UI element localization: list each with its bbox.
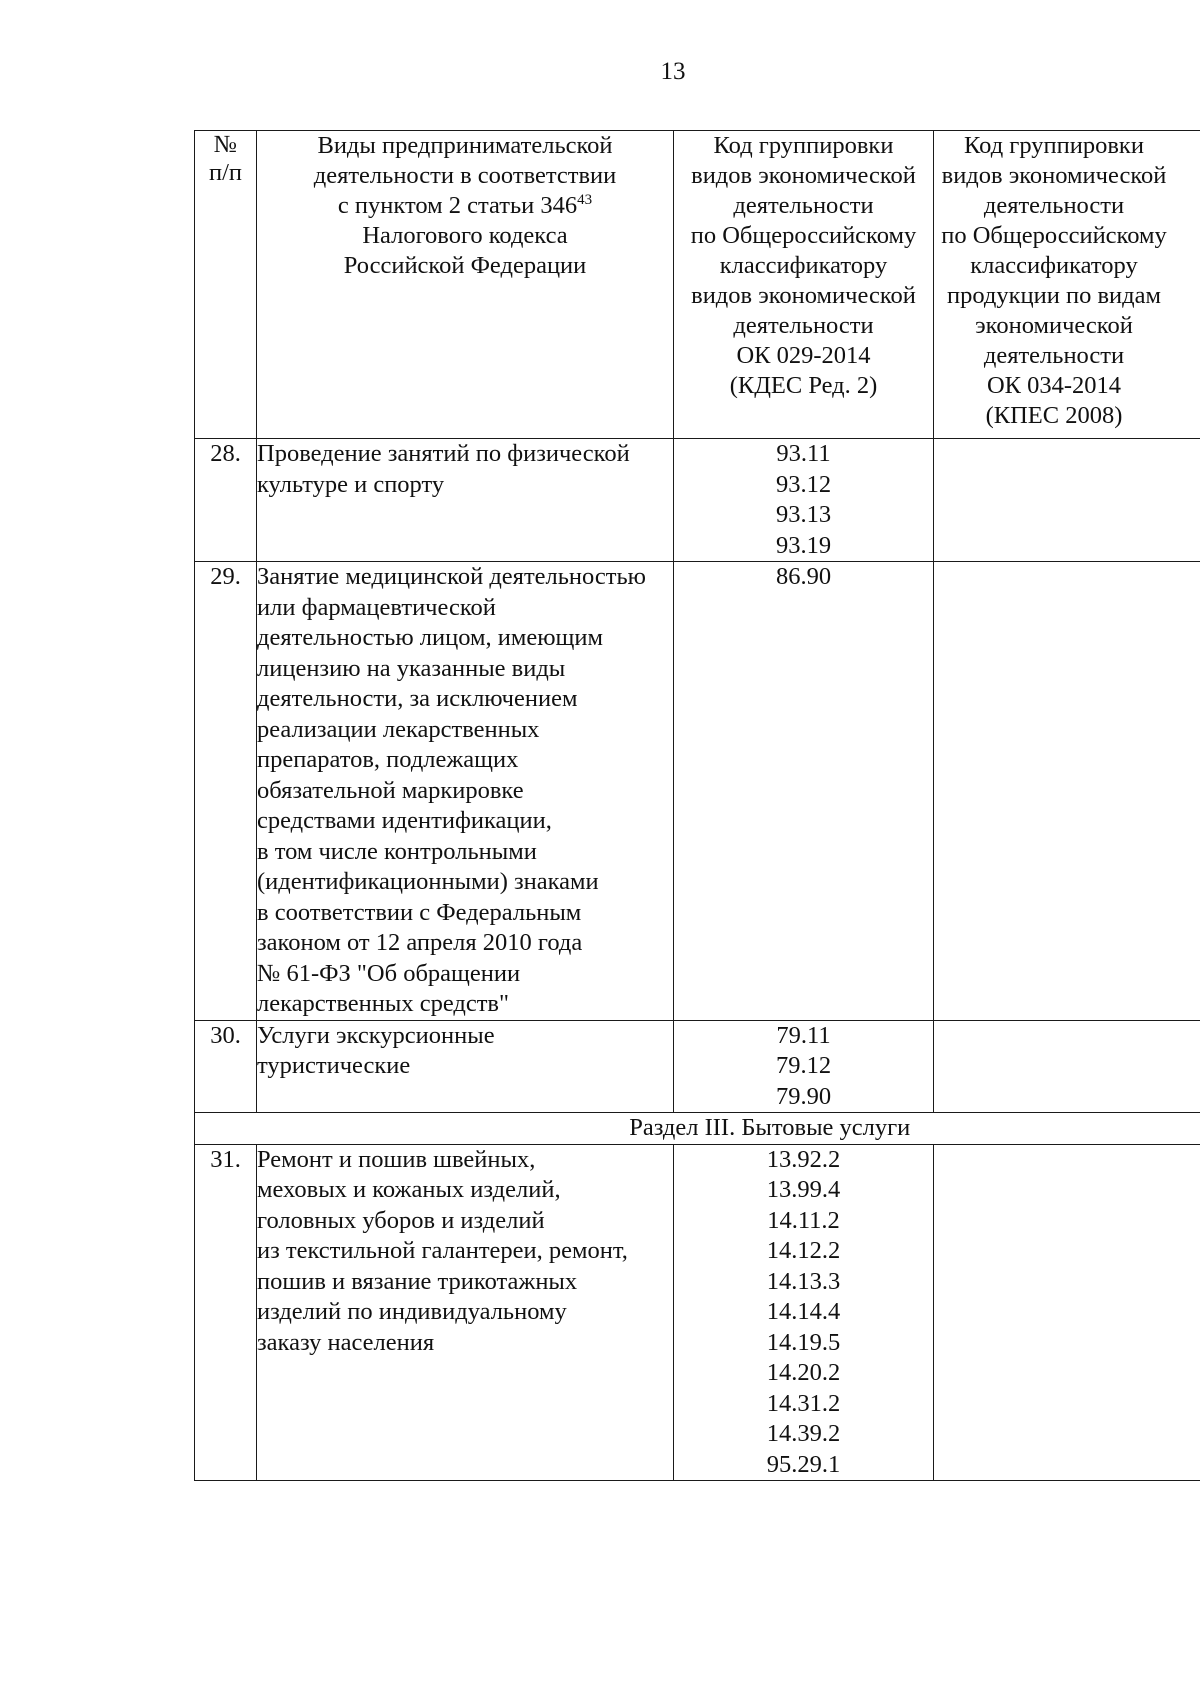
row-okpd-codes xyxy=(934,1020,1200,1113)
section-row xyxy=(195,1113,1200,1145)
activity-line: в том числе контрольными xyxy=(257,837,537,865)
row-okved-codes xyxy=(674,1144,934,1481)
header-line: деятельности xyxy=(733,312,874,339)
okved-code: 14.19.5 xyxy=(766,1328,841,1356)
activity-line: меховых и кожаных изделий, xyxy=(257,1176,561,1203)
row-okved-codes xyxy=(674,439,934,562)
okved-code: 14.20.2 xyxy=(766,1359,841,1386)
activity-line: туристические xyxy=(257,1052,411,1079)
header-line: ОК 034-2014 xyxy=(986,372,1122,399)
activity-line: препаратов, подлежащих xyxy=(257,746,519,773)
header-line-text: с пунктом 2 статьи 346 xyxy=(337,192,578,219)
okved-code: 93.11 xyxy=(776,440,831,467)
table-row xyxy=(195,562,1200,1021)
header-line: по Общероссийскому xyxy=(690,222,917,249)
row-okpd-codes xyxy=(934,1144,1200,1481)
okved-code: 95.29.1 xyxy=(766,1450,841,1478)
okved-code: 93.19 xyxy=(775,531,832,559)
row-number: 30. xyxy=(195,1020,257,1113)
okved-code: 14.11.2 xyxy=(767,1206,840,1234)
okved-code: 79.12 xyxy=(775,1052,832,1079)
row-number: 28. xyxy=(195,439,257,562)
activity-line: Ремонт и пошив швейных, xyxy=(257,1145,536,1173)
okved-code: 14.31.2 xyxy=(766,1389,841,1417)
okved-code: 14.12.2 xyxy=(766,1237,841,1264)
activity-line: Услуги экскурсионные xyxy=(257,1021,495,1049)
activity-line: в соответствии с Федеральным xyxy=(257,898,582,926)
header-line: п/п xyxy=(208,159,243,186)
activity-line: № 61-ФЗ "Об обращении xyxy=(257,959,521,987)
header-line: видов экономической xyxy=(941,162,1167,189)
row-okpd-codes xyxy=(934,562,1200,1021)
okved-code: 14.13.3 xyxy=(766,1267,841,1295)
header-okpd xyxy=(934,131,1200,439)
okved-code: 79.90 xyxy=(775,1082,832,1110)
table-row xyxy=(195,1020,1200,1113)
okved-code: 93.12 xyxy=(775,470,832,498)
activity-line: деятельностью лицом, имеющим xyxy=(257,624,604,651)
activity-line: головных уборов и изделий xyxy=(257,1206,545,1234)
header-line: экономической xyxy=(975,312,1133,339)
header-line: Налогового кодекса xyxy=(362,222,568,249)
activity-line: деятельности, за исключением xyxy=(257,685,578,712)
header-line: Российской Федерации xyxy=(343,252,587,279)
header-line: классификатору xyxy=(719,252,888,279)
activity-line: лицензию на указанные виды xyxy=(257,654,566,682)
okved-code: 14.39.2 xyxy=(766,1420,841,1447)
header-line: Код группировки xyxy=(964,132,1144,159)
header-line xyxy=(257,191,673,221)
header-line: Код группировки xyxy=(713,132,894,159)
header-line: классификатору xyxy=(970,252,1138,279)
header-number xyxy=(195,131,257,439)
row-okved-codes xyxy=(674,562,934,1021)
activity-line: или фармацевтической xyxy=(257,593,496,621)
activity-line: заказу населения xyxy=(257,1328,435,1356)
row-okved-codes xyxy=(674,1020,934,1113)
okved-code: 86.90 xyxy=(775,563,832,590)
activity-line: средствами идентификации, xyxy=(257,807,552,834)
header-line: деятельности в соответствии xyxy=(313,162,617,189)
activity-line: изделий по индивидуальному xyxy=(257,1298,567,1325)
activity-line: из текстильной галантереи, ремонт, xyxy=(257,1237,628,1264)
row-activity xyxy=(257,1144,674,1481)
header-line: видов экономической xyxy=(691,282,916,309)
activities-table xyxy=(194,130,1200,1481)
header-line: деятельности xyxy=(983,192,1125,219)
header-line: № xyxy=(213,131,238,158)
table-header-row xyxy=(195,131,1200,439)
activity-line: (идентификационными) знаками xyxy=(257,868,599,895)
row-okpd-codes xyxy=(934,439,1200,562)
header-line: (КДЕС Ред. 2) xyxy=(729,372,878,399)
okved-code: 93.13 xyxy=(775,501,832,528)
activity-line: реализации лекарственных xyxy=(257,715,540,743)
activity-line: обязательной маркировке xyxy=(257,776,524,804)
header-line: (КПЕС 2008) xyxy=(985,402,1123,429)
table-row xyxy=(195,439,1200,562)
row-activity xyxy=(257,439,674,562)
header-activity xyxy=(257,131,674,439)
activity-line: культуре и спорту xyxy=(257,470,445,498)
page-number: 13 xyxy=(660,58,686,85)
header-okved xyxy=(674,131,934,439)
header-line: деятельности xyxy=(733,192,874,219)
section-title: Раздел III. Бытовые услуги xyxy=(195,1113,1200,1145)
okved-code: 13.99.4 xyxy=(766,1176,841,1203)
header-line: по Общероссийскому xyxy=(941,222,1167,249)
header-okpd-text xyxy=(934,131,1174,431)
row-activity xyxy=(257,562,674,1021)
footnote-superscript: 43 xyxy=(577,191,593,208)
row-number: 31. xyxy=(195,1144,257,1481)
activity-line: Занятие медицинской деятельностью xyxy=(257,563,646,590)
header-line: ОК 029-2014 xyxy=(736,342,871,369)
activity-line: законом от 12 апреля 2010 года xyxy=(257,929,583,956)
okved-code: 13.92.2 xyxy=(766,1145,841,1173)
activity-line: пошив и вязание трикотажных xyxy=(257,1267,578,1295)
activity-line: лекарственных средств" xyxy=(257,990,509,1017)
header-line: Виды предпринимательской xyxy=(317,132,613,159)
header-line: видов экономической xyxy=(691,162,916,189)
okved-code: 79.11 xyxy=(776,1021,831,1049)
activity-line: Проведение занятий по физической xyxy=(257,440,630,467)
header-line: продукции по видам xyxy=(947,282,1161,309)
row-number: 29. xyxy=(195,562,257,1021)
table-row xyxy=(195,1144,1200,1481)
okved-code: 14.14.4 xyxy=(766,1298,841,1325)
row-activity xyxy=(257,1020,674,1113)
header-line: деятельности xyxy=(983,342,1125,369)
